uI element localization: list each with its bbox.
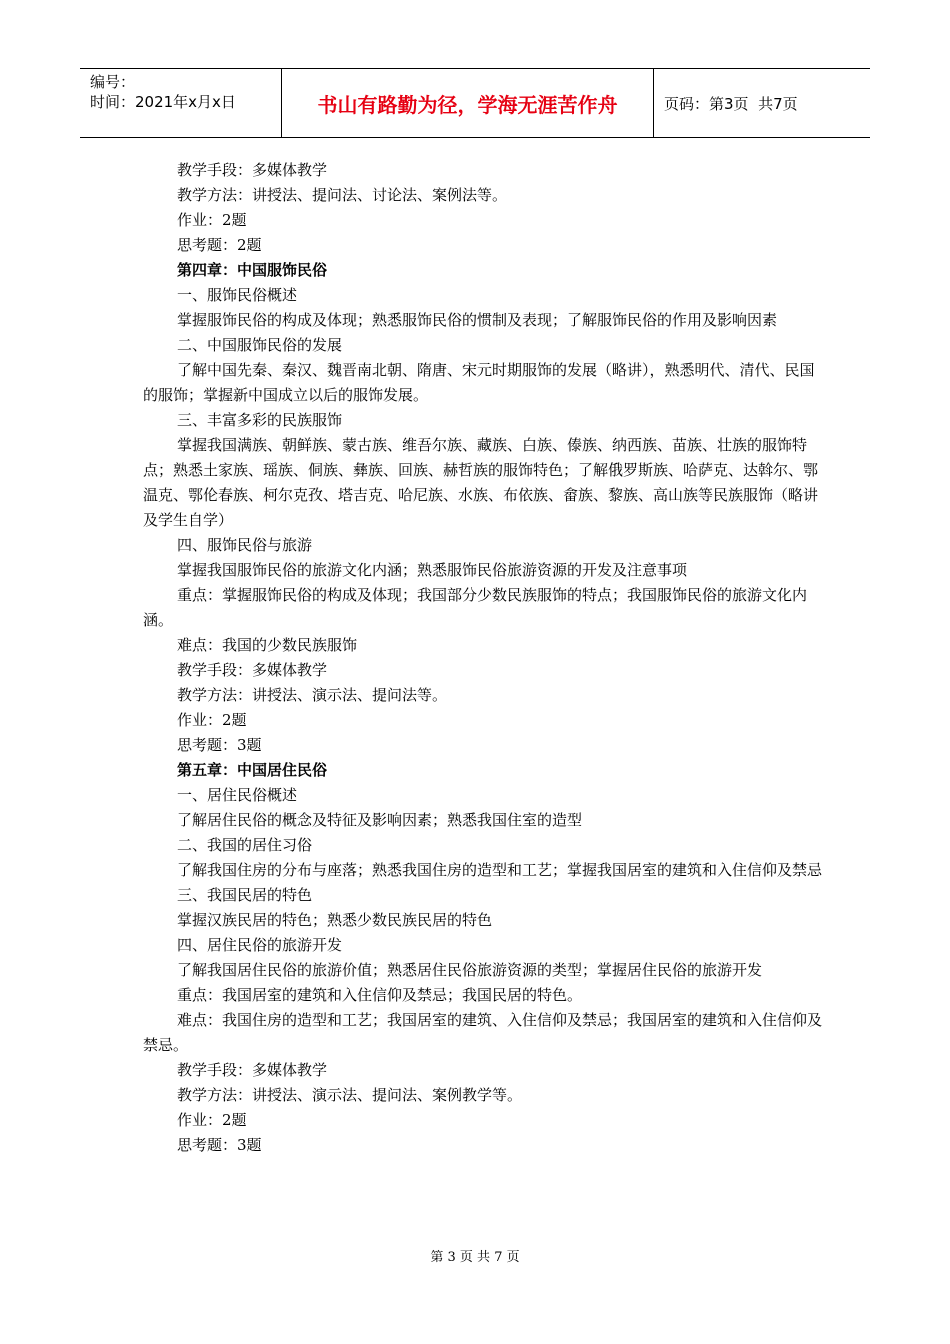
document-time-label: 时间：2021年x月x日 xyxy=(90,93,236,111)
body-paragraph: 教学方法：讲授法、演示法、提问法、案例教学等。 xyxy=(177,1086,523,1104)
body-paragraph: 一、服饰民俗概述 xyxy=(177,286,298,304)
body-paragraph: 三、我国民居的特色 xyxy=(177,886,313,904)
chapter-heading: 第四章：中国服饰民俗 xyxy=(177,261,328,279)
body-paragraph: 了解中国先秦、秦汉、魏晋南北朝、隋唐、宋元时期服饰的发展（略讲），熟悉明代、清代、民国的服饰；掌握新中国成立以后的服饰发展。 xyxy=(143,361,815,404)
body-paragraph: 教学方法：讲授法、演示法、提问法等。 xyxy=(177,686,448,704)
body-paragraph: 教学手段：多媒体教学 xyxy=(177,661,328,679)
body-paragraph: 作业：2题 xyxy=(177,711,247,729)
body-paragraph: 思考题：2题 xyxy=(177,236,262,254)
body-paragraph: 掌握我国服饰民俗的旅游文化内涵；熟悉服饰民俗旅游资源的开发及注意事项 xyxy=(177,561,688,579)
header-page-info: 页码：第3页 共7页 xyxy=(664,94,798,113)
body-paragraph: 了解我国居住民俗的旅游价值；熟悉居住民俗旅游资源的类型；掌握居住民俗的旅游开发 xyxy=(177,961,763,979)
body-paragraph: 作业：2题 xyxy=(177,211,247,229)
body-paragraph: 四、居住民俗的旅游开发 xyxy=(177,936,343,954)
document-body xyxy=(143,158,823,1158)
body-paragraph: 二、中国服饰民俗的发展 xyxy=(177,336,343,354)
body-paragraph: 掌握汉族民居的特色；熟悉少数民族民居的特色 xyxy=(177,911,493,929)
body-paragraph: 思考题：3题 xyxy=(177,1136,262,1154)
body-paragraph: 作业：2题 xyxy=(177,1111,247,1129)
body-paragraph: 重点：我国居室的建筑和入住信仰及禁忌；我国民居的特色。 xyxy=(177,986,583,1004)
body-paragraph: 掌握服饰民俗的构成及体现；熟悉服饰民俗的惯制及表现；了解服饰民俗的作用及影响因素 xyxy=(177,311,778,329)
body-paragraph: 重点：掌握服饰民俗的构成及体现；我国部分少数民族服饰的特点；我国服饰民俗的旅游文化内涵。 xyxy=(143,586,808,629)
body-paragraph: 教学方法：讲授法、提问法、讨论法、案例法等。 xyxy=(177,186,508,204)
body-paragraph: 了解居住民俗的概念及特征及影响因素；熟悉我国住室的造型 xyxy=(177,811,583,829)
header-motto: 书山有路勤为径，学海无涯苦作舟 xyxy=(282,69,654,137)
body-paragraph: 掌握我国满族、朝鲜族、蒙古族、维吾尔族、藏族、白族、傣族、纳西族、苗族、壮族的服饰特点；熟悉土家族、瑶族、侗族、彝族、回族、赫哲族的服饰特色；了解俄罗斯族、哈萨克、达斡尔、鄂温克、鄂伦春族、柯尔克孜、塔吉克、哈尼族、水族、布依族、畲族、黎族、高山族等民族服饰（略讲及学生自学） xyxy=(143,436,819,529)
body-paragraph: 一、居住民俗概述 xyxy=(177,786,298,804)
header-meta xyxy=(80,69,282,137)
body-paragraph: 教学手段：多媒体教学 xyxy=(177,1061,328,1079)
chapter-heading: 第五章：中国居住民俗 xyxy=(177,761,328,779)
document-number-label: 编号： xyxy=(90,73,136,91)
body-paragraph: 四、服饰民俗与旅游 xyxy=(177,536,313,554)
page-footer: 第 3 页 共 7 页 xyxy=(430,1250,520,1265)
body-paragraph: 教学手段：多媒体教学 xyxy=(177,161,328,179)
page-header xyxy=(80,68,870,138)
body-paragraph: 难点：我国住房的造型和工艺；我国居室的建筑、入住信仰及禁忌；我国居室的建筑和入住信仰及禁忌。 xyxy=(143,1011,823,1054)
body-paragraph: 难点：我国的少数民族服饰 xyxy=(177,636,358,654)
body-paragraph: 三、丰富多彩的民族服饰 xyxy=(177,411,343,429)
body-paragraph: 了解我国住房的分布与座落；熟悉我国住房的造型和工艺；掌握我国居室的建筑和入住信仰及禁忌 xyxy=(177,861,823,879)
body-paragraph: 二、我国的居住习俗 xyxy=(177,836,313,854)
body-paragraph: 思考题：3题 xyxy=(177,736,262,754)
